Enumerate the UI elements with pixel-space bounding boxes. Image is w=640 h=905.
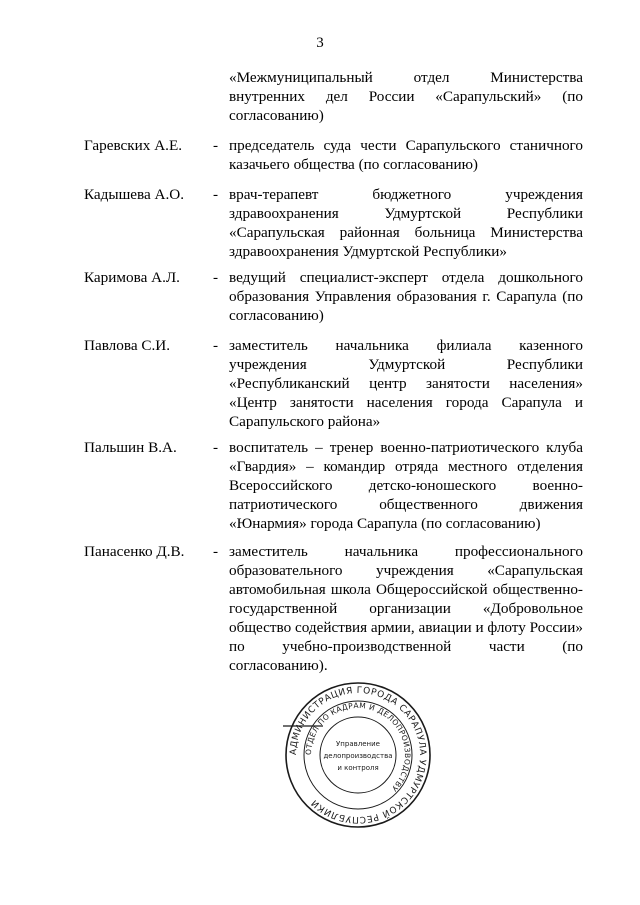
stamp-inner-text: ОТДЕЛ ПО КАДРАМ И ДЕЛОПРОИЗВОДСТВУ <box>303 700 413 794</box>
member-description: заместитель начальника филиала казенного учреждения Удмуртской Республики «Республиканский центр занятости населения» «Центр занятости населения города Сарапула и Сарапульского района» <box>229 337 583 430</box>
member-dash: - <box>213 137 219 154</box>
member-dash: - <box>213 439 219 456</box>
member-description: заместитель начальника профессионального образовательного учреждения «Сарапульская автомобильная школа Общероссийской общественно-государственной организации «Добровольное общество содействия армии, авиации и флоту России» по учебно-производственной части (по согласованию). <box>229 543 584 674</box>
official-stamp <box>283 680 433 830</box>
continuation-text: «Межмуниципальный отдел Министерства внутренних дел России «Сарапульский» (по согласованию) <box>229 69 583 124</box>
member-description: ведущий специалист-эксперт отдела дошкольного образования Управления образования г. Сарапула (по согласованию) <box>229 269 583 324</box>
stamp-center-line-1: Управление <box>336 740 380 748</box>
member-dash: - <box>213 543 219 560</box>
member-name: Кадышева А.О. <box>84 186 185 203</box>
member-dash: - <box>213 337 219 354</box>
stamp-seal-icon <box>283 680 433 830</box>
page-number: 3 <box>316 35 324 51</box>
member-dash: - <box>213 186 219 203</box>
member-dash: - <box>213 269 219 286</box>
member-name: Пальшин В.А. <box>84 439 177 456</box>
member-description: председатель суда чести Сарапульского станичного казачьего общества (по согласованию) <box>229 137 583 173</box>
stamp-outer-text: АДМИНИСТРАЦИЯ ГОРОДА САРАПУЛА УДМУРТСКОЙ РЕСПУБЛИКИ <box>288 685 428 825</box>
member-name: Каримова А.Л. <box>84 269 180 286</box>
stamp-center-line-3: и контроля <box>337 764 379 772</box>
stamp-center-line-2: делопроизводства <box>323 752 393 760</box>
member-description: врач-терапевт бюджетного учреждения здравоохранения Удмуртской Республики «Сарапульская районная больница Министерства здравоохранения Удмуртской Республики» <box>229 186 583 260</box>
member-name: Панасенко Д.В. <box>84 543 185 560</box>
member-name: Гаревских А.Е. <box>84 137 183 154</box>
member-name: Павлова С.И. <box>84 337 171 354</box>
member-description: воспитатель – тренер военно-патриотического клуба «Гвардия» – командир отряда местного отделения Всероссийского детско-юношеского военно-патриотического общественного движения «Юнармия» города Сарапула (по согласованию) <box>229 439 583 532</box>
